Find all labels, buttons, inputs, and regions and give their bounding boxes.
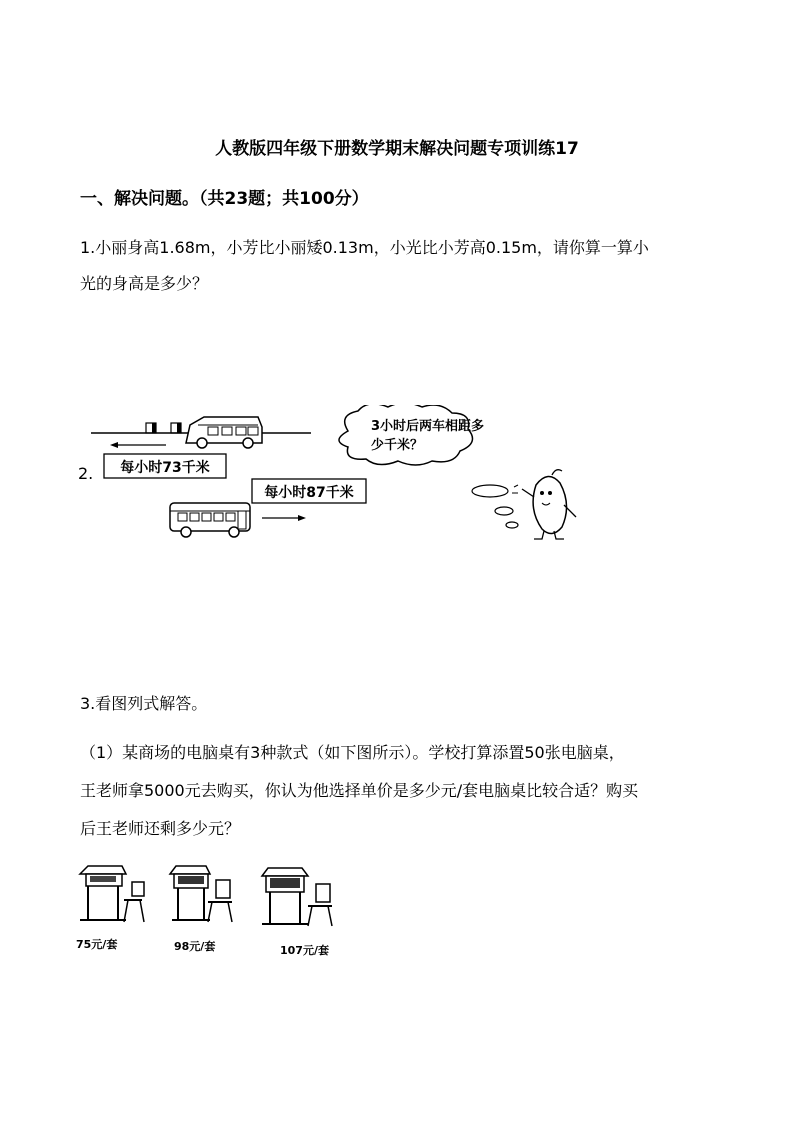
desk-price-1: 75元/套 bbox=[76, 938, 118, 951]
bubble-dot-medium bbox=[495, 507, 513, 515]
question-2-number: 2. bbox=[78, 464, 94, 483]
desk-price-2: 98元/套 bbox=[174, 940, 216, 953]
question-3-part-1-line-1: （1）某商场的电脑桌有3种款式（如下图所示）。学校打算添置50张电脑桌， bbox=[80, 743, 625, 762]
question-1 bbox=[80, 230, 720, 302]
cartoon-character-icon bbox=[512, 470, 576, 539]
road-post-shade bbox=[177, 423, 181, 433]
bus-icon bbox=[170, 503, 250, 537]
right-speed-label: 每小时87千米 bbox=[264, 485, 354, 501]
road-post-shade bbox=[152, 423, 156, 433]
desk-set-2-icon bbox=[170, 866, 232, 922]
section-heading: 一、解决问题。（共23题；共100分） bbox=[80, 189, 369, 209]
left-speed-label: 每小时73千米 bbox=[120, 460, 210, 476]
question-3-part-1-line-2: 王老师拿5000元去购买，你认为他选择单价是多少元/套电脑桌比较合适？购买 bbox=[80, 781, 639, 800]
van-icon bbox=[186, 417, 262, 448]
question-1-line-1: 1.小丽身高1.68m，小芳比小丽矮0.13m，小光比小芳高0.15m，请你算一算小 bbox=[80, 238, 649, 257]
bubble-dot-small bbox=[506, 522, 518, 528]
desk-set-1-icon bbox=[80, 866, 144, 922]
question-3-part-1 bbox=[80, 734, 724, 848]
document-title: 人教版四年级下册数学期末解决问题专项训练17 bbox=[215, 139, 579, 159]
bubble-text-line-1: 3小时后两车相距多 bbox=[371, 419, 485, 434]
desk-figure bbox=[76, 862, 356, 962]
desk-set-3-icon bbox=[262, 868, 332, 926]
question-3-heading: 3.看图列式解答。 bbox=[80, 694, 208, 713]
bubble-text-line-2: 少千米？ bbox=[371, 438, 424, 453]
left-arrow-head bbox=[110, 442, 118, 448]
question-2-figure bbox=[86, 405, 586, 545]
thought-bubble bbox=[339, 405, 473, 465]
desk-price-3: 107元/套 bbox=[280, 944, 329, 957]
question-3-part-1-line-3: 后王老师还剩多少元？ bbox=[80, 819, 241, 838]
bubble-dot-large bbox=[472, 485, 508, 497]
right-arrow-head bbox=[298, 515, 306, 521]
question-1-line-2: 光的身高是多少？ bbox=[80, 274, 209, 293]
